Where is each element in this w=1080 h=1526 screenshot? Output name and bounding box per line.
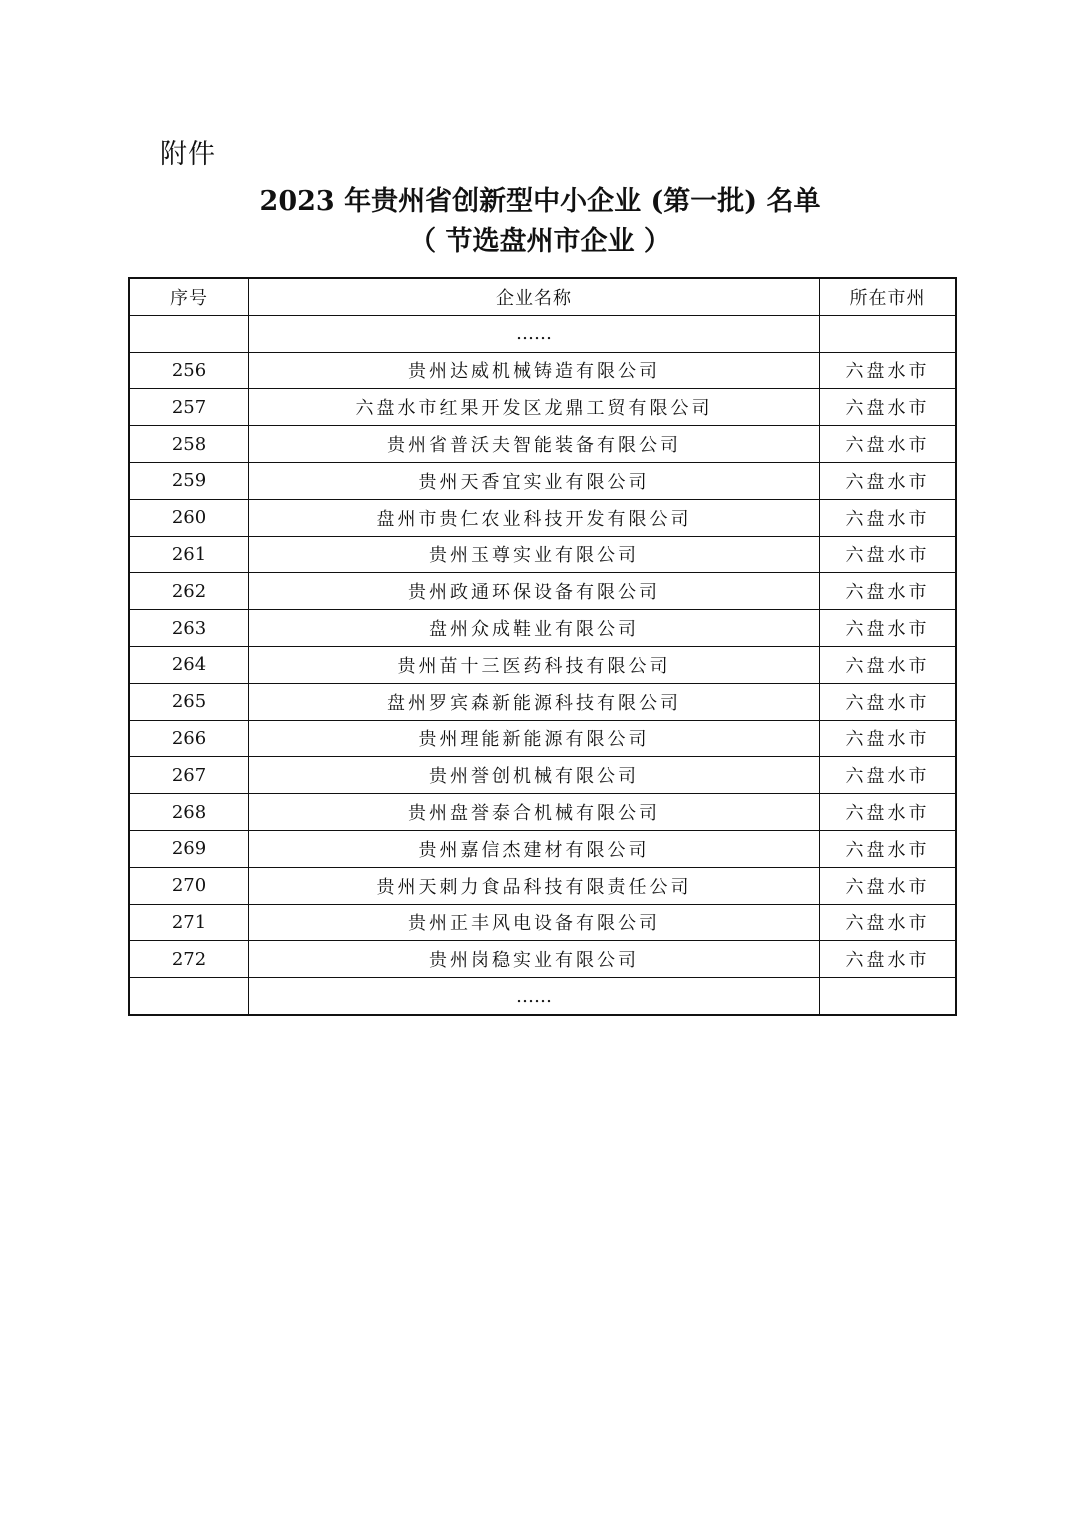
row-serial-number: 256 bbox=[129, 352, 249, 389]
ellipsis-cell-no bbox=[129, 315, 249, 352]
attachment-label: 附件 bbox=[160, 139, 216, 170]
row-enterprise-name: 贵州苗十三医药科技有限公司 bbox=[249, 646, 820, 683]
row-serial-number: 268 bbox=[129, 794, 249, 831]
row-enterprise-name: 贵州嘉信杰建材有限公司 bbox=[249, 830, 820, 867]
row-enterprise-name: 贵州省普沃夫智能装备有限公司 bbox=[249, 426, 820, 463]
table-row bbox=[129, 426, 956, 463]
table-row bbox=[129, 536, 956, 573]
row-city: 六盘水市 bbox=[820, 904, 957, 941]
row-serial-number: 258 bbox=[129, 426, 249, 463]
header-enterprise-name: 企业名称 bbox=[249, 278, 820, 315]
row-enterprise-name: 贵州天香宜实业有限公司 bbox=[249, 462, 820, 499]
table-row bbox=[129, 499, 956, 536]
table-row bbox=[129, 389, 956, 426]
row-city: 六盘水市 bbox=[820, 757, 957, 794]
table-row bbox=[129, 757, 956, 794]
row-city: 六盘水市 bbox=[820, 830, 957, 867]
row-serial-number: 272 bbox=[129, 941, 249, 978]
row-serial-number: 263 bbox=[129, 610, 249, 647]
row-serial-number: 271 bbox=[129, 904, 249, 941]
table-row bbox=[129, 720, 956, 757]
row-city: 六盘水市 bbox=[820, 352, 957, 389]
row-enterprise-name: 贵州政通环保设备有限公司 bbox=[249, 573, 820, 610]
row-enterprise-name: 盘州众成鞋业有限公司 bbox=[249, 610, 820, 647]
table-row bbox=[129, 573, 956, 610]
table-row bbox=[129, 867, 956, 904]
ellipsis-cell-city bbox=[820, 315, 957, 352]
ellipsis-cell-city bbox=[820, 978, 957, 1015]
table-row bbox=[129, 830, 956, 867]
row-city: 六盘水市 bbox=[820, 536, 957, 573]
row-city: 六盘水市 bbox=[820, 499, 957, 536]
row-city: 六盘水市 bbox=[820, 646, 957, 683]
title-line-2: （ 节选盘州市企业 ） bbox=[409, 226, 671, 257]
row-enterprise-name: 盘州罗宾森新能源科技有限公司 bbox=[249, 683, 820, 720]
row-enterprise-name: 贵州誉创机械有限公司 bbox=[249, 757, 820, 794]
header-serial-number: 序号 bbox=[129, 278, 249, 315]
table-row bbox=[129, 646, 956, 683]
row-serial-number: 269 bbox=[129, 830, 249, 867]
row-serial-number: 257 bbox=[129, 389, 249, 426]
ellipsis-row-bottom bbox=[129, 978, 956, 1015]
row-serial-number: 266 bbox=[129, 720, 249, 757]
row-city: 六盘水市 bbox=[820, 389, 957, 426]
table-row bbox=[129, 462, 956, 499]
ellipsis-cell-name: …… bbox=[249, 978, 820, 1015]
row-enterprise-name: 贵州岗稳实业有限公司 bbox=[249, 941, 820, 978]
row-serial-number: 261 bbox=[129, 536, 249, 573]
row-city: 六盘水市 bbox=[820, 573, 957, 610]
row-serial-number: 260 bbox=[129, 499, 249, 536]
table-body bbox=[129, 315, 956, 1015]
table-header-row bbox=[129, 278, 956, 315]
row-serial-number: 267 bbox=[129, 757, 249, 794]
row-city: 六盘水市 bbox=[820, 610, 957, 647]
row-city: 六盘水市 bbox=[820, 867, 957, 904]
title-line-1: 2023 年贵州省创新型中小企业 (第一批) 名单 bbox=[259, 186, 821, 217]
row-serial-number: 262 bbox=[129, 573, 249, 610]
row-enterprise-name: 盘州市贵仁农业科技开发有限公司 bbox=[249, 499, 820, 536]
row-enterprise-name: 贵州天刺力食品科技有限责任公司 bbox=[249, 867, 820, 904]
header-city: 所在市州 bbox=[820, 278, 957, 315]
table-row bbox=[129, 683, 956, 720]
table-row bbox=[129, 794, 956, 831]
row-city: 六盘水市 bbox=[820, 426, 957, 463]
enterprise-list-table bbox=[128, 277, 957, 1016]
row-city: 六盘水市 bbox=[820, 941, 957, 978]
row-enterprise-name: 贵州理能新能源有限公司 bbox=[249, 720, 820, 757]
row-city: 六盘水市 bbox=[820, 720, 957, 757]
row-enterprise-name: 贵州正丰风电设备有限公司 bbox=[249, 904, 820, 941]
row-enterprise-name: 六盘水市红果开发区龙鼎工贸有限公司 bbox=[249, 389, 820, 426]
row-city: 六盘水市 bbox=[820, 462, 957, 499]
row-enterprise-name: 贵州玉尊实业有限公司 bbox=[249, 536, 820, 573]
row-serial-number: 259 bbox=[129, 462, 249, 499]
document-title bbox=[0, 182, 1080, 262]
row-enterprise-name: 贵州盘誉泰合机械有限公司 bbox=[249, 794, 820, 831]
table-row bbox=[129, 610, 956, 647]
table-row bbox=[129, 352, 956, 389]
row-serial-number: 264 bbox=[129, 646, 249, 683]
table-row bbox=[129, 904, 956, 941]
table-row bbox=[129, 941, 956, 978]
row-serial-number: 270 bbox=[129, 867, 249, 904]
ellipsis-cell-name: …… bbox=[249, 315, 820, 352]
ellipsis-row-top bbox=[129, 315, 956, 352]
row-serial-number: 265 bbox=[129, 683, 249, 720]
row-city: 六盘水市 bbox=[820, 683, 957, 720]
row-city: 六盘水市 bbox=[820, 794, 957, 831]
ellipsis-cell-no bbox=[129, 978, 249, 1015]
row-enterprise-name: 贵州达威机械铸造有限公司 bbox=[249, 352, 820, 389]
